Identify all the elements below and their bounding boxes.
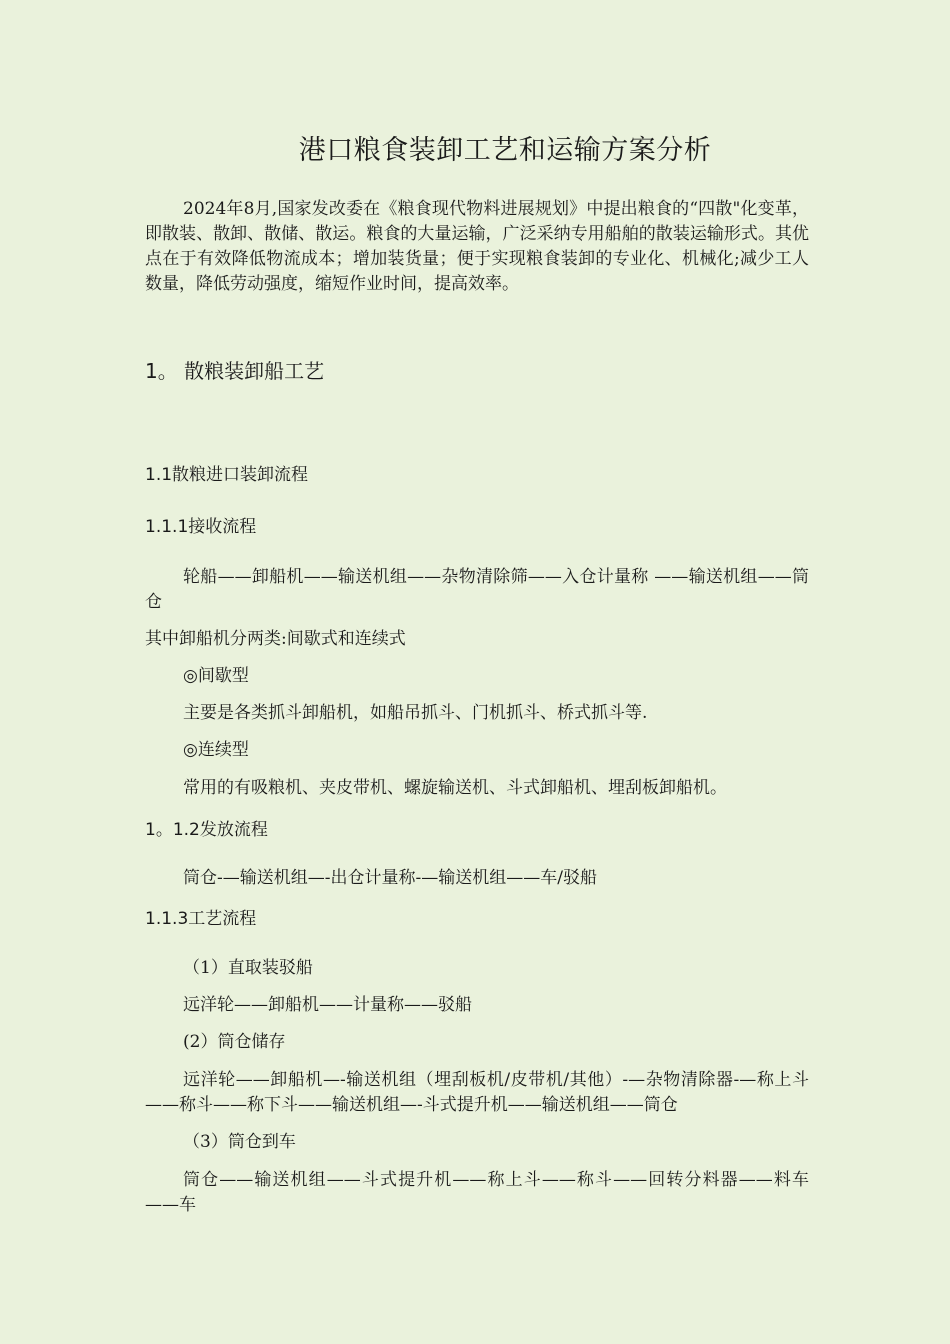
subsection-heading-1-1-1: 1.1.1接收流程 <box>145 517 257 537</box>
document-title: 港口粮食装卸工艺和运输方案分析 <box>298 135 712 166</box>
section-heading-1: 1。 散粮装卸船工艺 <box>145 359 325 383</box>
process-1-flow: 远洋轮——卸船机——计量称——驳船 <box>183 995 472 1015</box>
receive-flow-paragraph: 轮船——卸船机——输送机组——杂物清除筛——入仓计量称 ——输送机组——筒仓 <box>145 567 809 612</box>
unloader-types-text: 其中卸船机分两类:间歇式和连续式 <box>145 629 406 649</box>
intermittent-label: ◎间歇型 <box>183 666 249 686</box>
intermittent-description: 主要是各类抓斗卸船机，如船吊抓斗、门机抓斗、桥式抓斗等. <box>183 703 648 723</box>
subsection-heading-1-1-2: 1。1.2发放流程 <box>145 820 268 840</box>
process-2-flow: 远洋轮——卸船机—-输送机组（埋刮板机/皮带机/其他）-—杂物清除器-—称上斗——称斗——称下斗——输送机组—-斗式提升机——输送机组——筒仓 <box>145 1070 809 1115</box>
continuous-label: ◎连续型 <box>183 740 249 760</box>
process-1-label: （1）直取装驳船 <box>183 958 313 978</box>
subsection-heading-1-1-3: 1.1.3工艺流程 <box>145 909 257 929</box>
process-2-label: (2）筒仓储存 <box>183 1032 286 1052</box>
process-3-label: （3）筒仓到车 <box>183 1132 296 1152</box>
continuous-description: 常用的有吸粮机、夹皮带机、螺旋输送机、斗式卸船机、埋刮板卸船机。 <box>183 778 727 798</box>
process-3-flow: 筒仓——输送机组——斗式提升机——称上斗——称斗——回转分料器——料车——车 <box>145 1170 809 1215</box>
subsection-heading-1-1: 1.1散粮进口装卸流程 <box>145 465 309 485</box>
intro-paragraph: 2024年8月,国家发改委在《粮食现代物料进展规划》中提出粮食的“四散"化变革，即散装、散卸、散储、散运。粮食的大量运输，广泛采纳专用船舶的散装运输形式。其优点在于有效降低物流成本；增加装货量；便于实现粮食装卸的专业化、机械化;减少工人数量，降低劳动强度，缩短作业时间，提高效率。 <box>145 199 809 294</box>
dispatch-flow-text: 筒仓-—输送机组—-出仓计量称-—输送机组——车/驳船 <box>183 868 597 888</box>
